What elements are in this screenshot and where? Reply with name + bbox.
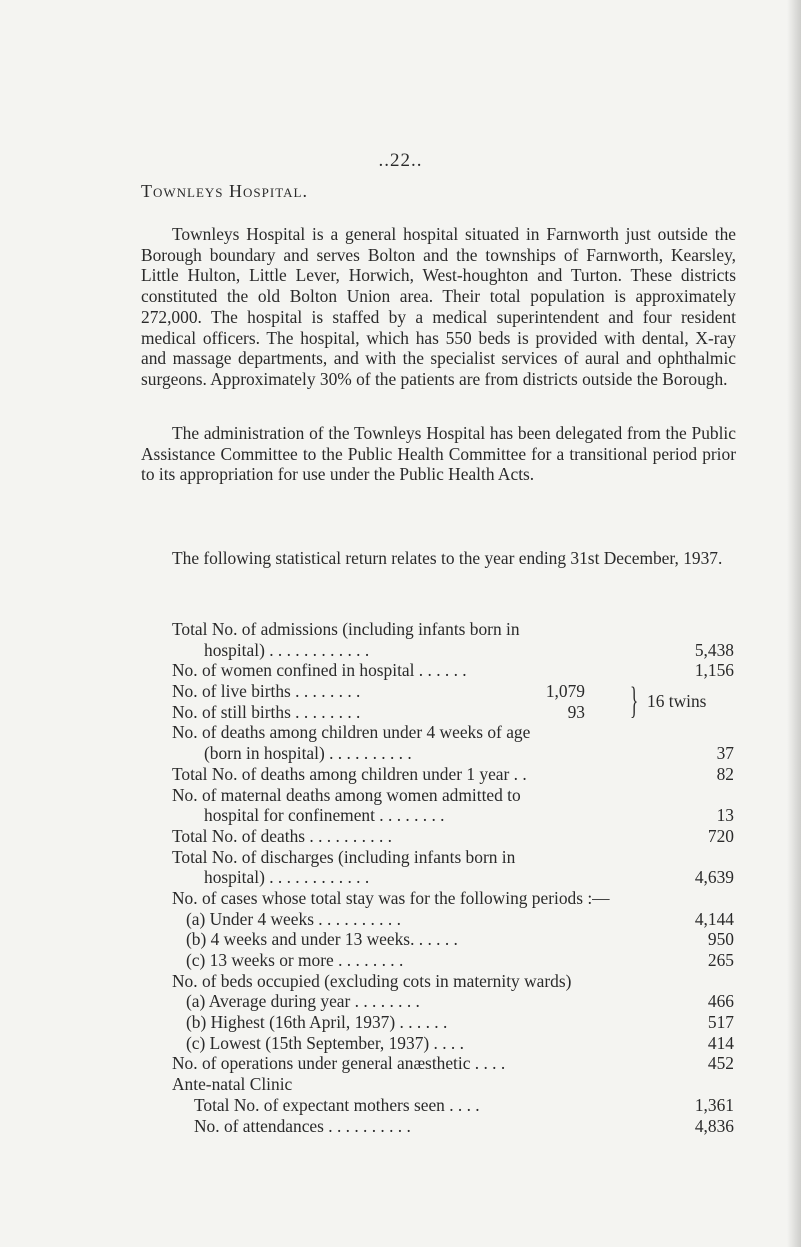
paragraph-statistical-return: The following statistical return relates to the year ending 31st December, 1937. — [172, 548, 723, 568]
stat-row-attendances: No. of attendances . . . . . . . . . . 4,836 — [194, 1115, 734, 1136]
paragraph-administration: The administration of the Townleys Hospital has been delegated from the Public Assistance Committee to the Public Health Committee for a transitional period prior to its appropriation for use under the Public Health Acts. — [141, 423, 736, 485]
paragraph-hospital-description: Townleys Hospital is a general hospital situated in Farnworth just outside the Borough boundary and serves Bolton and the townships of Farnworth, Kearsley, Little Hulton, Little Lever, Horwich, West-houghton and Turton. These districts constituted the old Bolton Union area. Their total population is approximately 272,000. The hospital is staffed by a medical superintendent and four resident medical officers. The hospital, which has 550 beds is provided with dental, X-ray and massage departments, and with the specialist services of aural and ophthalmic surgeons. Approximately 30% of the patients are from districts outside the Borough. — [141, 224, 736, 389]
stat-row-maternal-2: hospital for confinement . . . . . . . . 13 — [204, 805, 734, 826]
stat-value: 466 — [707, 991, 734, 1012]
stat-value: 452 — [707, 1053, 734, 1074]
stat-value: 4,836 — [694, 1115, 734, 1136]
stat-row-total-deaths: Total No. of deaths . . . . . . . . . . 720 — [172, 825, 734, 846]
statistics-list — [172, 619, 742, 1136]
stat-value: 1,361 — [694, 1094, 734, 1115]
stat-row-beds-b: (b) Highest (16th April, 1937) . . . . . . 517 — [186, 1012, 734, 1033]
stat-value: 37 — [716, 743, 734, 764]
stat-row-admissions-2: hospital) . . . . . . . . . . . . 5,438 — [204, 639, 734, 660]
stat-row-antenatal: Ante-natal Clinic — [172, 1074, 293, 1095]
stat-row-admissions-1: Total No. of admissions (including infants born in — [172, 619, 520, 639]
stat-row-maternal-1: No. of maternal deaths among women admitted to — [172, 784, 521, 805]
stat-value: 13 — [716, 805, 734, 826]
stat-value: 4,144 — [694, 908, 734, 929]
stat-row-infant-deaths: Total No. of deaths among children under 1 year . . 82 — [172, 763, 734, 784]
stat-row-beds-header: No. of beds occupied (excluding cots in maternity wards) — [172, 970, 572, 991]
stat-row-operations: No. of operations under general anæsthetic . . . . 452 — [172, 1053, 734, 1074]
page-edge-shadow — [787, 0, 801, 1247]
stat-value: 4,639 — [694, 867, 734, 888]
stat-value: 950 — [707, 929, 734, 950]
stat-row-beds-a: (a) Average during year . . . . . . . . 466 — [186, 991, 734, 1012]
stat-row-still-births: No. of still births . . . . . . . . 93 — [172, 701, 585, 722]
stat-row-stay-a: (a) Under 4 weeks . . . . . . . . . . 4,144 — [186, 908, 734, 929]
stat-value: 720 — [707, 825, 734, 846]
stat-value: 265 — [707, 950, 734, 970]
stat-value: 414 — [707, 1032, 734, 1053]
stat-row-mothers: Total No. of expectant mothers seen . . . . 1,361 — [194, 1094, 734, 1115]
stat-value: 93 — [567, 701, 585, 722]
stat-row-stay-c: (c) 13 weeks or more . . . . . . . . 265 — [186, 950, 734, 970]
section-heading: Townleys Hospital. — [141, 181, 308, 201]
stat-row-stay-header: No. of cases whose total stay was for the following periods :— — [172, 887, 610, 908]
stat-value: 517 — [707, 1012, 734, 1033]
stat-row-stay-b: (b) 4 weeks and under 13 weeks. . . . . . 950 — [186, 929, 734, 950]
stat-row-discharges-2: hospital) . . . . . . . . . . . . 4,639 — [204, 867, 734, 888]
stat-value: 82 — [716, 763, 734, 784]
stat-row-confined: No. of women confined in hospital . . . . . . 1,156 — [172, 660, 734, 681]
stat-row-discharges-1: Total No. of discharges (including infants born in — [172, 846, 516, 867]
stat-row-live-births: No. of live births . . . . . . . . 1,079 } 16 twins — [172, 680, 707, 723]
stat-row-beds-c: (c) Lowest (15th September, 1937) . . . . 414 — [186, 1032, 734, 1053]
twins-note: 16 twins — [647, 691, 707, 712]
stat-row-child-deaths-2: (born in hospital) . . . . . . . . . . 37 — [204, 743, 734, 764]
stat-row-child-deaths-1: No. of deaths among children under 4 weeks of age — [172, 722, 531, 743]
brace-twins: } — [630, 680, 639, 723]
stat-value: 1,079 — [545, 681, 585, 702]
stat-value: 5,438 — [694, 639, 734, 660]
stat-value: 1,156 — [694, 660, 734, 681]
page-number: ..22.. — [378, 150, 423, 171]
